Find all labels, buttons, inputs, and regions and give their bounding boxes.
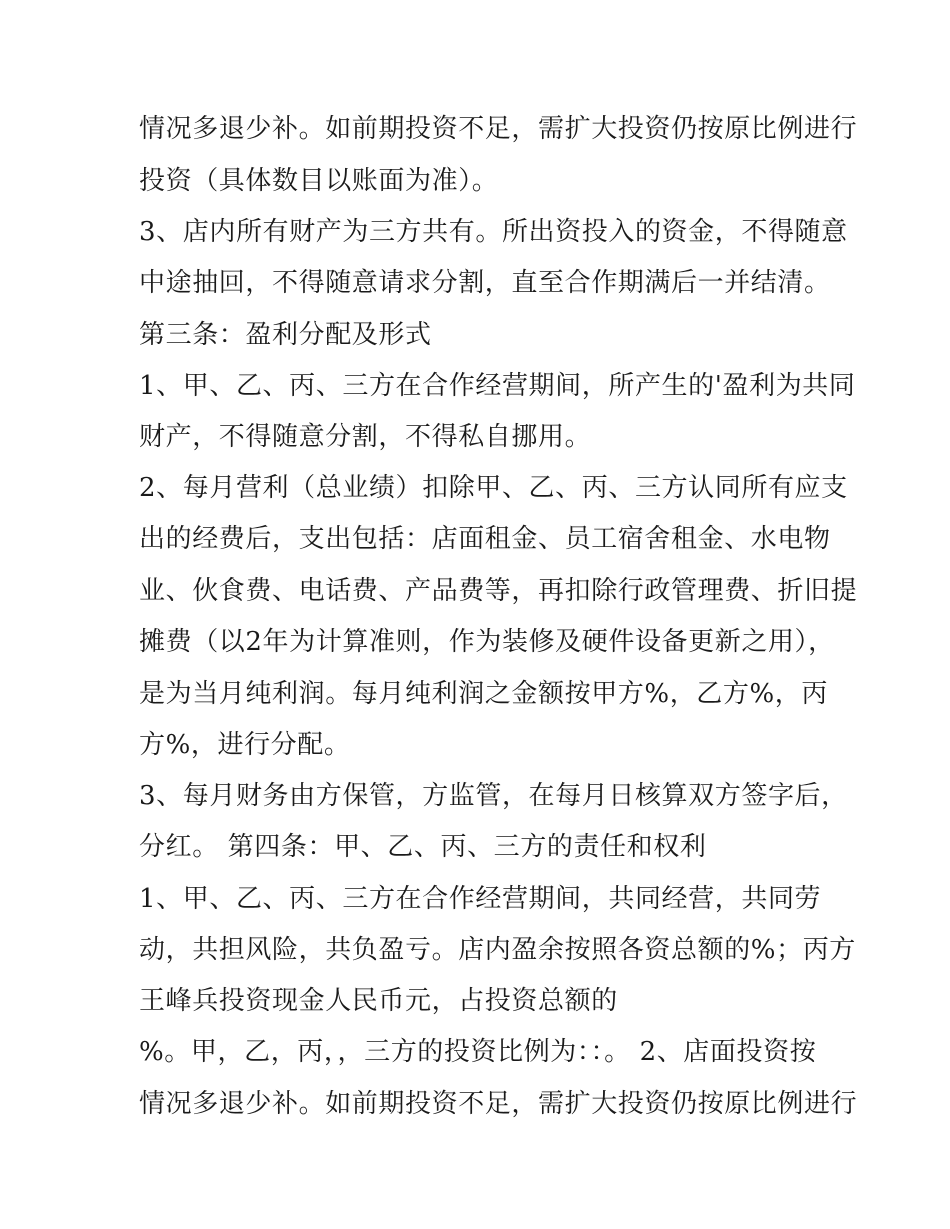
- text-line: 3、店内所有财产为三方共有。所出资投入的资金，不得随意: [139, 217, 848, 247]
- text-line: 财产，不得随意分割，不得私自挪用。: [139, 422, 592, 452]
- text-line: 出的经费后，支出包括：店面租金、员工宿舍租金、水电物: [139, 524, 831, 554]
- text-line: 方%，进行分配。: [139, 730, 351, 760]
- text-line: 投资（具体数目以账面为准）。: [139, 166, 499, 196]
- text-line: 情况多退少补。如前期投资不足，需扩大投资仍按原比例进行: [139, 1089, 858, 1119]
- text-line: 摊费（以2年为计算准则，作为装修及硬件设备更新之用），: [139, 627, 835, 657]
- text-line: 动，共担风险，共负盈亏。店内盈余按照各资总额的%；丙方: [139, 935, 856, 965]
- text-line: %。甲，乙，丙，，三方的投资比例为：：。 2、店面投资按: [139, 1037, 817, 1067]
- text-line: 情况多退少补。如前期投资不足，需扩大投资仍按原比例进行: [139, 114, 858, 144]
- text-line: 2、每月营利（总业绩）扣除甲、乙、丙、三方认同所有应支: [139, 473, 848, 503]
- text-line: 中途抽回，不得随意请求分割，直至合作期满后一并结清。: [139, 268, 831, 298]
- text-line: 业、伙食费、电话费、产品费等，再扣除行政管理费、折旧提: [139, 576, 858, 606]
- text-line: 是为当月纯利润。每月纯利润之金额按甲方%，乙方%，丙: [139, 679, 829, 709]
- text-line: 1、甲、乙、丙、三方在合作经营期间，共同经营，共同劳: [139, 884, 822, 914]
- text-line: 分红。 第四条：甲、乙、丙、三方的责任和权利: [139, 832, 707, 862]
- text-line: 1、甲、乙、丙、三方在合作经营期间，所产生的'盈利为共同: [139, 371, 856, 401]
- section-heading: 第三条：盈利分配及形式: [139, 320, 432, 350]
- text-line: 王峰兵投资现金人民币元，占投资总额的: [139, 986, 618, 1016]
- text-line: 3、每月财务由方保管，方监管，在每月日核算双方签字后，: [139, 781, 848, 811]
